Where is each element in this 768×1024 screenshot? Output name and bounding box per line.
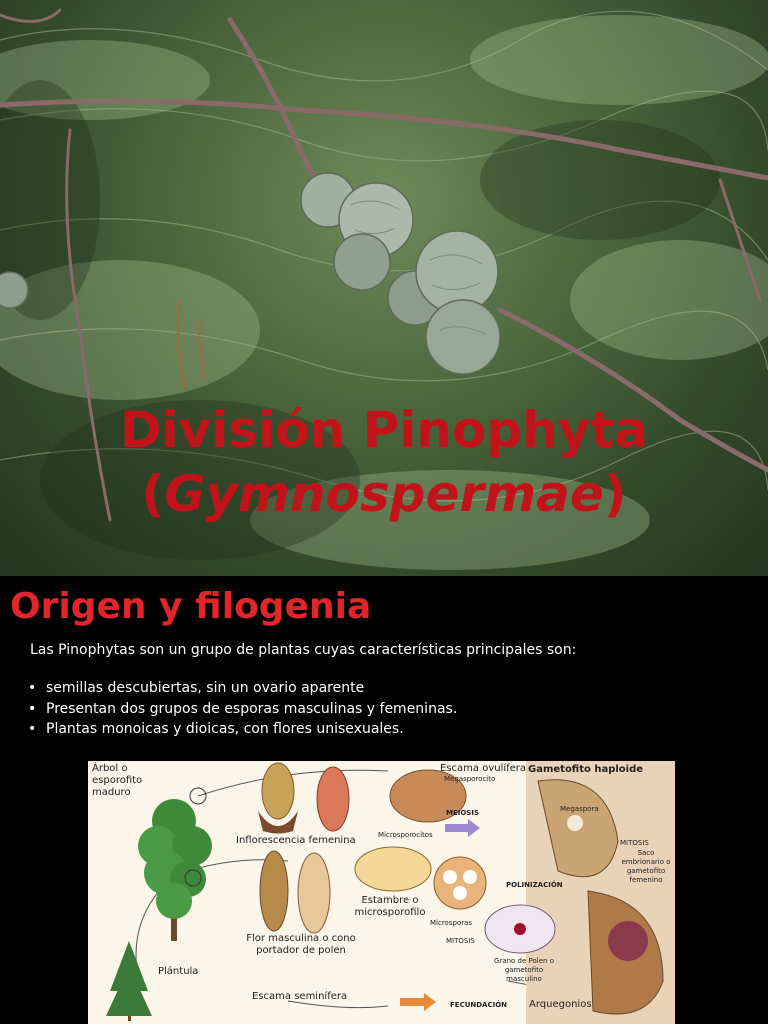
- intro-text: Las Pinophytas son un grupo de plantas cuyas características principales son:: [30, 642, 577, 658]
- bullet-list: [28, 678, 457, 740]
- bullet-icon: •: [28, 700, 37, 717]
- seedling-icon: [106, 941, 152, 1021]
- label-microsporocitos: Microsporocitos: [378, 831, 433, 839]
- slide-title: División Pinophyta: [120, 401, 648, 459]
- label-mitosis: MITOSIS: [620, 839, 649, 847]
- list-item: • Plantas monoicas y dioicas, con flores unisexuales.: [28, 719, 457, 740]
- content-slide: [0, 576, 768, 1024]
- label-grano-polen: Grano de Polen o gametofito masculino: [494, 957, 554, 983]
- title-block: [0, 398, 768, 526]
- bullet-icon: •: [28, 680, 37, 696]
- label-escama-seminifera: Escama seminífera: [252, 991, 348, 1002]
- male-cone-icon: [260, 851, 330, 933]
- label-plantula: Plántula: [158, 966, 199, 977]
- label-gametofito-haploide: Gametofito haploide: [528, 764, 644, 775]
- label-meiosis: MEIOSIS: [446, 809, 479, 817]
- label-megaspora: Megaspora: [560, 805, 599, 813]
- label-megasporocito: Megasporocito: [444, 775, 496, 783]
- label-flor-masculina: Flor masculina o cono portador de polen: [246, 933, 356, 956]
- label-microsporas: Microsporas: [430, 919, 473, 927]
- label-inflorescencia: Inflorescencia femenina: [236, 835, 356, 846]
- arrow-icon: [400, 993, 436, 1011]
- life-cycle-diagram: [88, 761, 675, 1024]
- list-item: • semillas descubiertas, sin un ovario aparente: [28, 678, 457, 699]
- label-escama-ovulifera: Escama ovulífera: [440, 763, 527, 774]
- paren-open: (: [141, 465, 165, 523]
- bullet-icon: •: [28, 721, 37, 737]
- label-arquegonios: Arquegonios: [529, 999, 592, 1010]
- subtitle-italic: Gymnospermae: [164, 465, 604, 523]
- label-arbol: Árbol o esporofito maduro: [92, 763, 143, 798]
- label-polinizacion: POLINIZACIÓN: [506, 881, 563, 889]
- label-mitosis-2: MITOSIS: [446, 937, 475, 945]
- paren-close: ): [603, 465, 627, 523]
- slide-subtitle: [0, 462, 768, 526]
- arrow-icon: [445, 819, 480, 837]
- microspores-icon: [434, 857, 486, 909]
- section-title: Origen y filogenia: [10, 586, 372, 627]
- pollen-grain-icon: [485, 905, 555, 953]
- diagram-drawing: [88, 761, 675, 1024]
- microsporophyll-icon: [355, 847, 431, 891]
- tree-icon: [138, 788, 212, 941]
- label-saco-embrionario: Saco embrionario o gametofito femenino: [621, 849, 671, 884]
- label-fecundacion: FECUNDACIÓN: [450, 1001, 508, 1009]
- list-item: • Presentan dos grupos de esporas masculinas y femeninas.: [28, 699, 457, 720]
- label-estambre: Estambre o microsporofilo: [354, 895, 426, 918]
